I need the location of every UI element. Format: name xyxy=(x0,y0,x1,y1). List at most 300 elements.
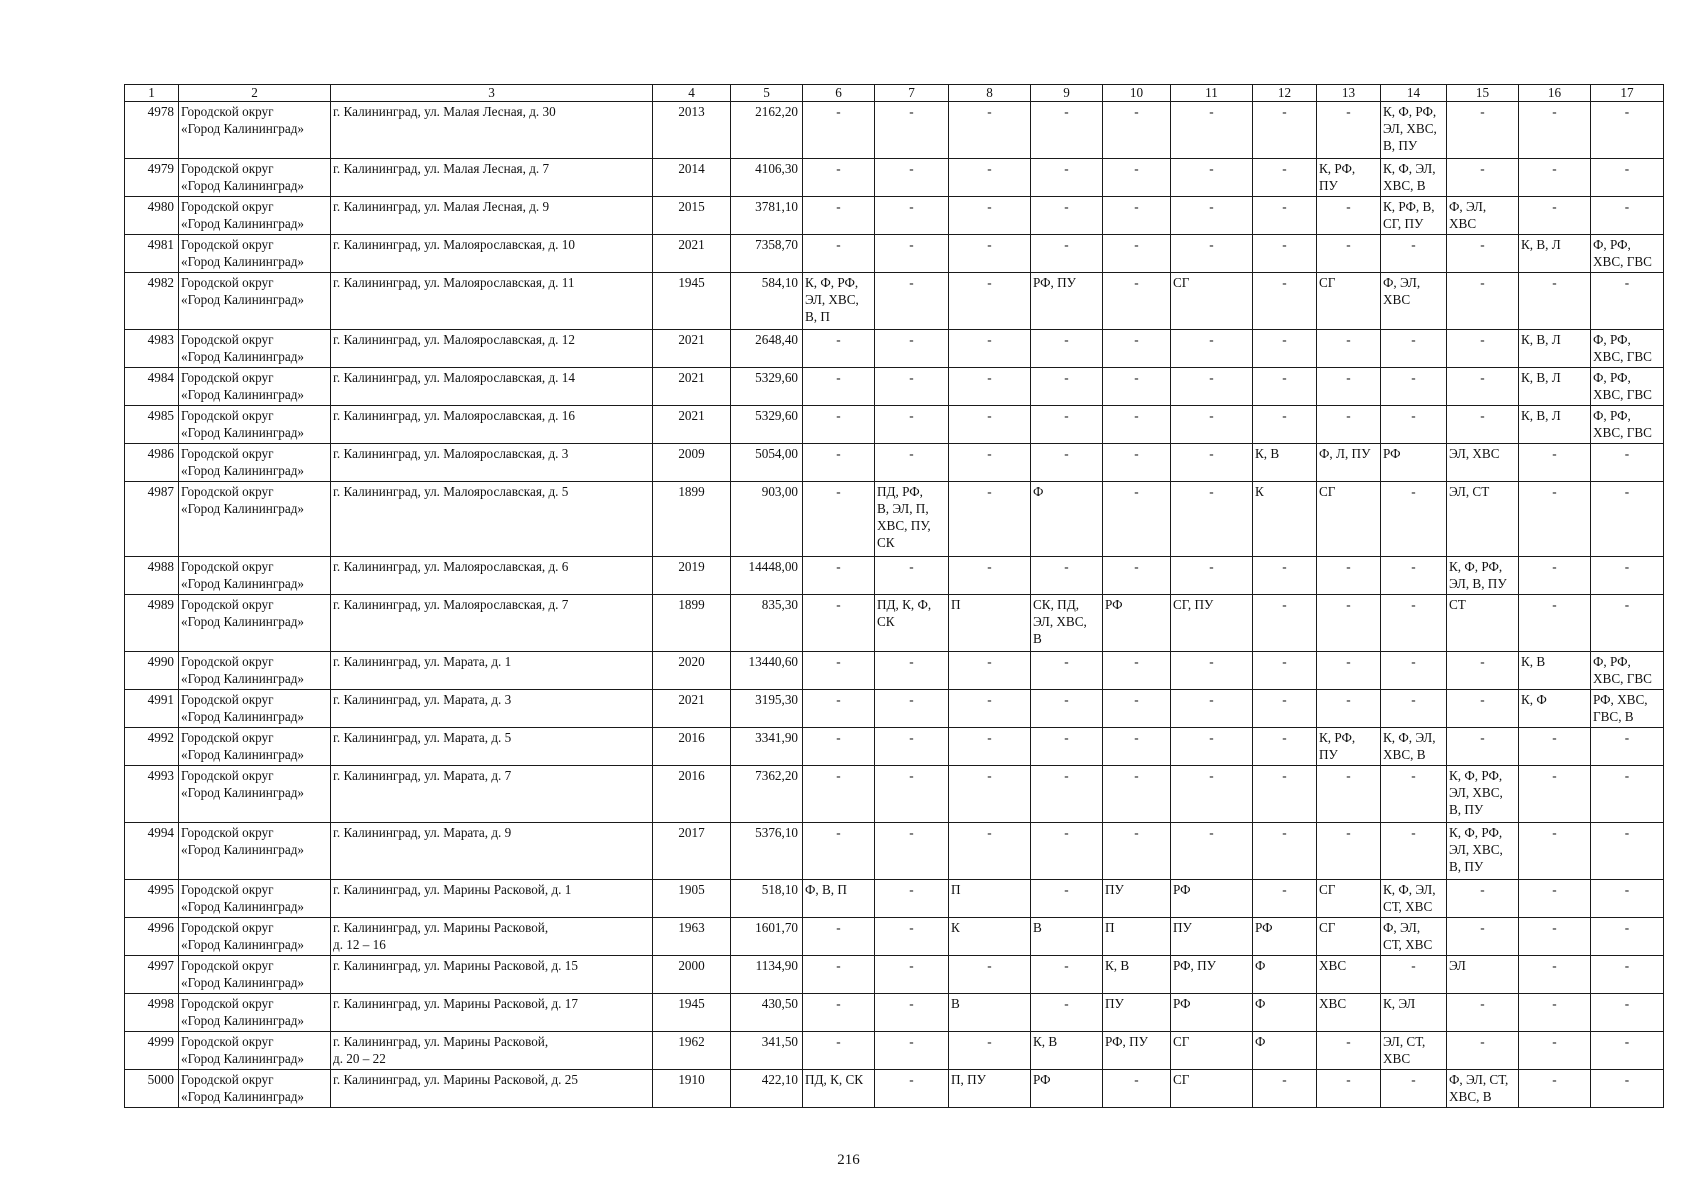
cell-col-9: - xyxy=(1031,368,1103,406)
cell-col-11: - xyxy=(1171,690,1253,728)
cell-address: г. Калининград, ул. Марины Расковой, д. 25 xyxy=(331,1070,653,1108)
cell-col-15: ЭЛ xyxy=(1447,956,1519,994)
cell-col-15: - xyxy=(1447,273,1519,330)
cell-col-16: - xyxy=(1519,956,1591,994)
cell-col-10: - xyxy=(1103,652,1171,690)
cell-row-number: 4978 xyxy=(125,102,179,159)
cell-area: 422,10 xyxy=(731,1070,803,1108)
cell-col-6: - xyxy=(803,159,875,197)
cell-row-number: 4979 xyxy=(125,159,179,197)
cell-col-17: - xyxy=(1591,1070,1664,1108)
cell-col-11: - xyxy=(1171,728,1253,766)
cell-col-11: - xyxy=(1171,235,1253,273)
column-header: 8 xyxy=(949,85,1031,102)
cell-col-12: - xyxy=(1253,595,1317,652)
cell-year: 1905 xyxy=(653,880,731,918)
cell-col-16: - xyxy=(1519,102,1591,159)
cell-row-number: 4990 xyxy=(125,652,179,690)
table-row xyxy=(125,368,1664,406)
cell-col-17: - xyxy=(1591,102,1664,159)
cell-col-13: - xyxy=(1317,690,1381,728)
cell-col-13: К, РФ, ПУ xyxy=(1317,728,1381,766)
cell-col-8: - xyxy=(949,368,1031,406)
table-row xyxy=(125,652,1664,690)
cell-year: 2021 xyxy=(653,406,731,444)
cell-col-8: - xyxy=(949,482,1031,557)
cell-col-16: - xyxy=(1519,1032,1591,1070)
cell-row-number: 4988 xyxy=(125,557,179,595)
cell-col-7: - xyxy=(875,880,949,918)
table-row xyxy=(125,823,1664,880)
cell-year: 2014 xyxy=(653,159,731,197)
cell-year: 2016 xyxy=(653,766,731,823)
cell-col-17: - xyxy=(1591,444,1664,482)
cell-col-10: - xyxy=(1103,273,1171,330)
cell-col-8: - xyxy=(949,652,1031,690)
cell-municipality: Городской округ «Город Калининград» xyxy=(179,1070,331,1108)
cell-col-11: СГ xyxy=(1171,273,1253,330)
cell-col-15: - xyxy=(1447,368,1519,406)
cell-year: 2021 xyxy=(653,330,731,368)
cell-col-17: - xyxy=(1591,880,1664,918)
cell-col-6: - xyxy=(803,652,875,690)
page-number: 216 xyxy=(837,1152,860,1168)
cell-col-17: - xyxy=(1591,482,1664,557)
cell-col-16: - xyxy=(1519,728,1591,766)
cell-address: г. Калининград, ул. Марата, д. 5 xyxy=(331,728,653,766)
cell-col-11: РФ xyxy=(1171,880,1253,918)
cell-col-7: - xyxy=(875,444,949,482)
cell-municipality: Городской округ «Город Калининград» xyxy=(179,102,331,159)
cell-col-8: - xyxy=(949,273,1031,330)
cell-col-17: - xyxy=(1591,197,1664,235)
cell-area: 4106,30 xyxy=(731,159,803,197)
cell-area: 903,00 xyxy=(731,482,803,557)
cell-municipality: Городской округ «Город Калининград» xyxy=(179,994,331,1032)
table-row xyxy=(125,482,1664,557)
cell-col-15: - xyxy=(1447,102,1519,159)
cell-col-13: - xyxy=(1317,368,1381,406)
cell-col-10: - xyxy=(1103,728,1171,766)
cell-col-7: - xyxy=(875,918,949,956)
cell-address: г. Калининград, ул. Марата, д. 3 xyxy=(331,690,653,728)
cell-col-8: В xyxy=(949,994,1031,1032)
cell-col-14: - xyxy=(1381,368,1447,406)
cell-col-15: - xyxy=(1447,159,1519,197)
cell-area: 2648,40 xyxy=(731,330,803,368)
cell-col-16: - xyxy=(1519,159,1591,197)
cell-col-11: - xyxy=(1171,823,1253,880)
cell-area: 3195,30 xyxy=(731,690,803,728)
cell-col-9: - xyxy=(1031,235,1103,273)
cell-col-16: - xyxy=(1519,482,1591,557)
cell-col-17: Ф, РФ, ХВС, ГВС xyxy=(1591,406,1664,444)
cell-address: г. Калининград, ул. Марата, д. 7 xyxy=(331,766,653,823)
cell-area: 5054,00 xyxy=(731,444,803,482)
register-table-container xyxy=(124,84,1664,1108)
cell-col-13: - xyxy=(1317,1070,1381,1108)
cell-col-9: - xyxy=(1031,159,1103,197)
cell-year: 1899 xyxy=(653,595,731,652)
column-header: 2 xyxy=(179,85,331,102)
cell-col-12: - xyxy=(1253,557,1317,595)
cell-col-11: - xyxy=(1171,159,1253,197)
cell-col-7: - xyxy=(875,159,949,197)
cell-col-9: - xyxy=(1031,690,1103,728)
cell-col-10: - xyxy=(1103,690,1171,728)
cell-col-16: - xyxy=(1519,595,1591,652)
cell-col-9: - xyxy=(1031,880,1103,918)
cell-col-9: - xyxy=(1031,102,1103,159)
cell-area: 430,50 xyxy=(731,994,803,1032)
cell-col-8: - xyxy=(949,159,1031,197)
column-header: 6 xyxy=(803,85,875,102)
cell-col-6: Ф, В, П xyxy=(803,880,875,918)
cell-col-8: - xyxy=(949,956,1031,994)
table-row xyxy=(125,1032,1664,1070)
cell-row-number: 4985 xyxy=(125,406,179,444)
cell-col-7: - xyxy=(875,102,949,159)
cell-col-17: - xyxy=(1591,956,1664,994)
cell-area: 2162,20 xyxy=(731,102,803,159)
cell-municipality: Городской округ «Город Калининград» xyxy=(179,159,331,197)
cell-col-10: - xyxy=(1103,557,1171,595)
cell-area: 7358,70 xyxy=(731,235,803,273)
cell-col-7: - xyxy=(875,273,949,330)
cell-year: 2009 xyxy=(653,444,731,482)
cell-row-number: 4993 xyxy=(125,766,179,823)
cell-municipality: Городской округ «Город Калининград» xyxy=(179,197,331,235)
cell-year: 2020 xyxy=(653,652,731,690)
column-header: 13 xyxy=(1317,85,1381,102)
cell-col-13: - xyxy=(1317,406,1381,444)
table-row xyxy=(125,880,1664,918)
cell-col-12: - xyxy=(1253,880,1317,918)
column-header: 14 xyxy=(1381,85,1447,102)
cell-col-15: - xyxy=(1447,994,1519,1032)
cell-col-9: - xyxy=(1031,766,1103,823)
cell-col-16: - xyxy=(1519,557,1591,595)
cell-area: 5376,10 xyxy=(731,823,803,880)
cell-col-11: - xyxy=(1171,444,1253,482)
table-row xyxy=(125,102,1664,159)
cell-address: г. Калининград, ул. Марата, д. 9 xyxy=(331,823,653,880)
cell-col-13: СГ xyxy=(1317,482,1381,557)
cell-col-12: - xyxy=(1253,406,1317,444)
cell-municipality: Городской округ «Город Калининград» xyxy=(179,1032,331,1070)
cell-col-6: - xyxy=(803,595,875,652)
cell-col-10: - xyxy=(1103,235,1171,273)
cell-col-14: К, ЭЛ xyxy=(1381,994,1447,1032)
cell-row-number: 4983 xyxy=(125,330,179,368)
cell-col-11: - xyxy=(1171,330,1253,368)
cell-col-13: - xyxy=(1317,102,1381,159)
cell-row-number: 4997 xyxy=(125,956,179,994)
cell-col-15: - xyxy=(1447,690,1519,728)
cell-municipality: Городской округ «Город Калининград» xyxy=(179,235,331,273)
cell-col-12: - xyxy=(1253,368,1317,406)
cell-col-7: - xyxy=(875,197,949,235)
cell-col-13: СГ xyxy=(1317,918,1381,956)
cell-col-8: П, ПУ xyxy=(949,1070,1031,1108)
cell-col-13: - xyxy=(1317,235,1381,273)
cell-municipality: Городской округ «Город Калининград» xyxy=(179,956,331,994)
cell-col-17: - xyxy=(1591,557,1664,595)
cell-year: 2021 xyxy=(653,368,731,406)
cell-col-16: - xyxy=(1519,766,1591,823)
cell-row-number: 4987 xyxy=(125,482,179,557)
cell-col-15: - xyxy=(1447,1032,1519,1070)
cell-municipality: Городской округ «Город Калининград» xyxy=(179,766,331,823)
cell-col-15: - xyxy=(1447,880,1519,918)
cell-col-15: К, Ф, РФ, ЭЛ, В, ПУ xyxy=(1447,557,1519,595)
cell-col-9: В xyxy=(1031,918,1103,956)
cell-col-8: - xyxy=(949,1032,1031,1070)
cell-col-14: - xyxy=(1381,823,1447,880)
cell-col-17: - xyxy=(1591,918,1664,956)
cell-address: г. Калининград, ул. Малая Лесная, д. 30 xyxy=(331,102,653,159)
cell-col-15: - xyxy=(1447,406,1519,444)
cell-area: 7362,20 xyxy=(731,766,803,823)
cell-col-6: - xyxy=(803,956,875,994)
cell-year: 2013 xyxy=(653,102,731,159)
cell-col-16: К, В, Л xyxy=(1519,368,1591,406)
cell-col-9: - xyxy=(1031,406,1103,444)
cell-year: 1945 xyxy=(653,994,731,1032)
cell-municipality: Городской округ «Город Калининград» xyxy=(179,652,331,690)
cell-col-12: - xyxy=(1253,823,1317,880)
cell-year: 1945 xyxy=(653,273,731,330)
cell-address: г. Калининград, ул. Малая Лесная, д. 7 xyxy=(331,159,653,197)
cell-col-13: - xyxy=(1317,595,1381,652)
cell-col-13: - xyxy=(1317,766,1381,823)
cell-col-12: К, В xyxy=(1253,444,1317,482)
cell-col-8: - xyxy=(949,235,1031,273)
cell-col-10: - xyxy=(1103,406,1171,444)
cell-col-7: - xyxy=(875,956,949,994)
cell-address: г. Калининград, ул. Малоярославская, д. 14 xyxy=(331,368,653,406)
cell-municipality: Городской округ «Город Калининград» xyxy=(179,557,331,595)
cell-col-6: - xyxy=(803,994,875,1032)
cell-col-13: СГ xyxy=(1317,880,1381,918)
cell-col-14: К, Ф, ЭЛ, СТ, ХВС xyxy=(1381,880,1447,918)
cell-col-6: - xyxy=(803,444,875,482)
cell-col-16: - xyxy=(1519,1070,1591,1108)
cell-col-9: - xyxy=(1031,994,1103,1032)
table-row xyxy=(125,406,1664,444)
cell-col-16: К, В xyxy=(1519,652,1591,690)
table-row xyxy=(125,235,1664,273)
cell-col-10: К, В xyxy=(1103,956,1171,994)
cell-year: 2016 xyxy=(653,728,731,766)
cell-col-6: - xyxy=(803,406,875,444)
cell-col-8: - xyxy=(949,444,1031,482)
cell-col-13: - xyxy=(1317,197,1381,235)
cell-col-10: - xyxy=(1103,197,1171,235)
cell-col-9: РФ, ПУ xyxy=(1031,273,1103,330)
cell-row-number: 4994 xyxy=(125,823,179,880)
cell-col-9: - xyxy=(1031,330,1103,368)
cell-address: г. Калининград, ул. Малоярославская, д. 7 xyxy=(331,595,653,652)
cell-row-number: 4995 xyxy=(125,880,179,918)
cell-municipality: Городской округ «Город Калининград» xyxy=(179,444,331,482)
cell-col-6: - xyxy=(803,918,875,956)
cell-col-14: - xyxy=(1381,482,1447,557)
cell-col-11: РФ, ПУ xyxy=(1171,956,1253,994)
cell-municipality: Городской округ «Город Калининград» xyxy=(179,728,331,766)
cell-col-9: К, В xyxy=(1031,1032,1103,1070)
cell-address: г. Калининград, ул. Малоярославская, д. 6 xyxy=(331,557,653,595)
cell-col-7: - xyxy=(875,690,949,728)
cell-col-17: - xyxy=(1591,728,1664,766)
cell-col-13: ХВС xyxy=(1317,994,1381,1032)
cell-area: 3781,10 xyxy=(731,197,803,235)
cell-col-13: - xyxy=(1317,652,1381,690)
cell-col-15: - xyxy=(1447,728,1519,766)
cell-col-12: Ф xyxy=(1253,956,1317,994)
cell-col-16: - xyxy=(1519,994,1591,1032)
cell-col-15: К, Ф, РФ, ЭЛ, ХВС, В, ПУ xyxy=(1447,823,1519,880)
cell-area: 1134,90 xyxy=(731,956,803,994)
column-header: 7 xyxy=(875,85,949,102)
cell-col-7: - xyxy=(875,406,949,444)
cell-col-7: - xyxy=(875,766,949,823)
cell-col-9: РФ xyxy=(1031,1070,1103,1108)
cell-row-number: 4989 xyxy=(125,595,179,652)
cell-address: г. Калининград, ул. Малоярославская, д. 5 xyxy=(331,482,653,557)
cell-address: г. Калининград, ул. Марины Расковой, д. 15 xyxy=(331,956,653,994)
cell-col-13: СГ xyxy=(1317,273,1381,330)
cell-col-12: - xyxy=(1253,273,1317,330)
cell-col-8: - xyxy=(949,690,1031,728)
cell-row-number: 4981 xyxy=(125,235,179,273)
cell-col-12: - xyxy=(1253,766,1317,823)
cell-row-number: 4982 xyxy=(125,273,179,330)
cell-col-12: - xyxy=(1253,197,1317,235)
cell-col-6: - xyxy=(803,728,875,766)
table-row xyxy=(125,444,1664,482)
cell-municipality: Городской округ «Город Калининград» xyxy=(179,368,331,406)
cell-col-10: ПУ xyxy=(1103,994,1171,1032)
cell-col-17: РФ, ХВС, ГВС, В xyxy=(1591,690,1664,728)
cell-col-14: - xyxy=(1381,330,1447,368)
cell-col-6: - xyxy=(803,1032,875,1070)
cell-col-12: - xyxy=(1253,652,1317,690)
cell-col-15: К, Ф, РФ, ЭЛ, ХВС, В, ПУ xyxy=(1447,766,1519,823)
cell-col-6: - xyxy=(803,235,875,273)
table-row xyxy=(125,994,1664,1032)
cell-row-number: 4991 xyxy=(125,690,179,728)
cell-col-10: П xyxy=(1103,918,1171,956)
cell-year: 1963 xyxy=(653,918,731,956)
cell-col-8: - xyxy=(949,557,1031,595)
cell-col-14: - xyxy=(1381,956,1447,994)
cell-col-17: - xyxy=(1591,273,1664,330)
cell-col-8: - xyxy=(949,823,1031,880)
column-header: 1 xyxy=(125,85,179,102)
cell-col-14: - xyxy=(1381,557,1447,595)
cell-address: г. Калининград, ул. Малоярославская, д. 10 xyxy=(331,235,653,273)
cell-col-7: - xyxy=(875,235,949,273)
cell-col-17: - xyxy=(1591,159,1664,197)
cell-col-11: - xyxy=(1171,368,1253,406)
cell-row-number: 4980 xyxy=(125,197,179,235)
cell-row-number: 4984 xyxy=(125,368,179,406)
column-header: 16 xyxy=(1519,85,1591,102)
table-row xyxy=(125,956,1664,994)
cell-col-8: - xyxy=(949,406,1031,444)
cell-col-7: - xyxy=(875,368,949,406)
cell-col-9: - xyxy=(1031,956,1103,994)
cell-area: 341,50 xyxy=(731,1032,803,1070)
cell-col-8: - xyxy=(949,728,1031,766)
cell-col-10: - xyxy=(1103,444,1171,482)
cell-col-15: ЭЛ, ХВС xyxy=(1447,444,1519,482)
cell-col-15: - xyxy=(1447,918,1519,956)
cell-col-16: К, В, Л xyxy=(1519,330,1591,368)
cell-col-10: РФ xyxy=(1103,595,1171,652)
cell-col-16: - xyxy=(1519,444,1591,482)
cell-col-17: Ф, РФ, ХВС, ГВС xyxy=(1591,330,1664,368)
cell-address: г. Калининград, ул. Марины Расковой, д. 20 – 22 xyxy=(331,1032,653,1070)
cell-col-10: - xyxy=(1103,766,1171,823)
cell-col-11: - xyxy=(1171,197,1253,235)
cell-area: 835,30 xyxy=(731,595,803,652)
cell-col-16: К, В, Л xyxy=(1519,235,1591,273)
cell-col-17: Ф, РФ, ХВС, ГВС xyxy=(1591,652,1664,690)
table-row xyxy=(125,197,1664,235)
cell-municipality: Городской округ «Город Калининград» xyxy=(179,690,331,728)
cell-year: 2021 xyxy=(653,235,731,273)
table-row xyxy=(125,273,1664,330)
cell-col-17: Ф, РФ, ХВС, ГВС xyxy=(1591,235,1664,273)
cell-col-12: - xyxy=(1253,235,1317,273)
cell-col-10: ПУ xyxy=(1103,880,1171,918)
column-header: 3 xyxy=(331,85,653,102)
cell-area: 5329,60 xyxy=(731,406,803,444)
cell-col-6: - xyxy=(803,330,875,368)
table-body xyxy=(125,102,1664,1108)
cell-col-8: - xyxy=(949,102,1031,159)
cell-col-7: - xyxy=(875,330,949,368)
cell-area: 584,10 xyxy=(731,273,803,330)
cell-col-14: Ф, ЭЛ, СТ, ХВС xyxy=(1381,918,1447,956)
cell-row-number: 5000 xyxy=(125,1070,179,1108)
cell-col-14: К, Ф, ЭЛ, ХВС, В xyxy=(1381,728,1447,766)
cell-col-12: - xyxy=(1253,330,1317,368)
table-row xyxy=(125,728,1664,766)
cell-col-8: К xyxy=(949,918,1031,956)
cell-col-11: СГ xyxy=(1171,1070,1253,1108)
cell-area: 3341,90 xyxy=(731,728,803,766)
cell-col-14: ЭЛ, СТ, ХВС xyxy=(1381,1032,1447,1070)
cell-col-14: - xyxy=(1381,690,1447,728)
cell-col-7: - xyxy=(875,557,949,595)
table-row xyxy=(125,766,1664,823)
cell-col-12: Ф xyxy=(1253,994,1317,1032)
cell-col-12: Ф xyxy=(1253,1032,1317,1070)
cell-municipality: Городской округ «Город Калининград» xyxy=(179,918,331,956)
cell-col-7: ПД, К, Ф, СК xyxy=(875,595,949,652)
cell-col-9: - xyxy=(1031,823,1103,880)
register-table xyxy=(124,84,1664,1108)
cell-year: 2015 xyxy=(653,197,731,235)
cell-row-number: 4996 xyxy=(125,918,179,956)
cell-col-9: - xyxy=(1031,444,1103,482)
cell-col-7: - xyxy=(875,823,949,880)
cell-row-number: 4992 xyxy=(125,728,179,766)
cell-area: 518,10 xyxy=(731,880,803,918)
